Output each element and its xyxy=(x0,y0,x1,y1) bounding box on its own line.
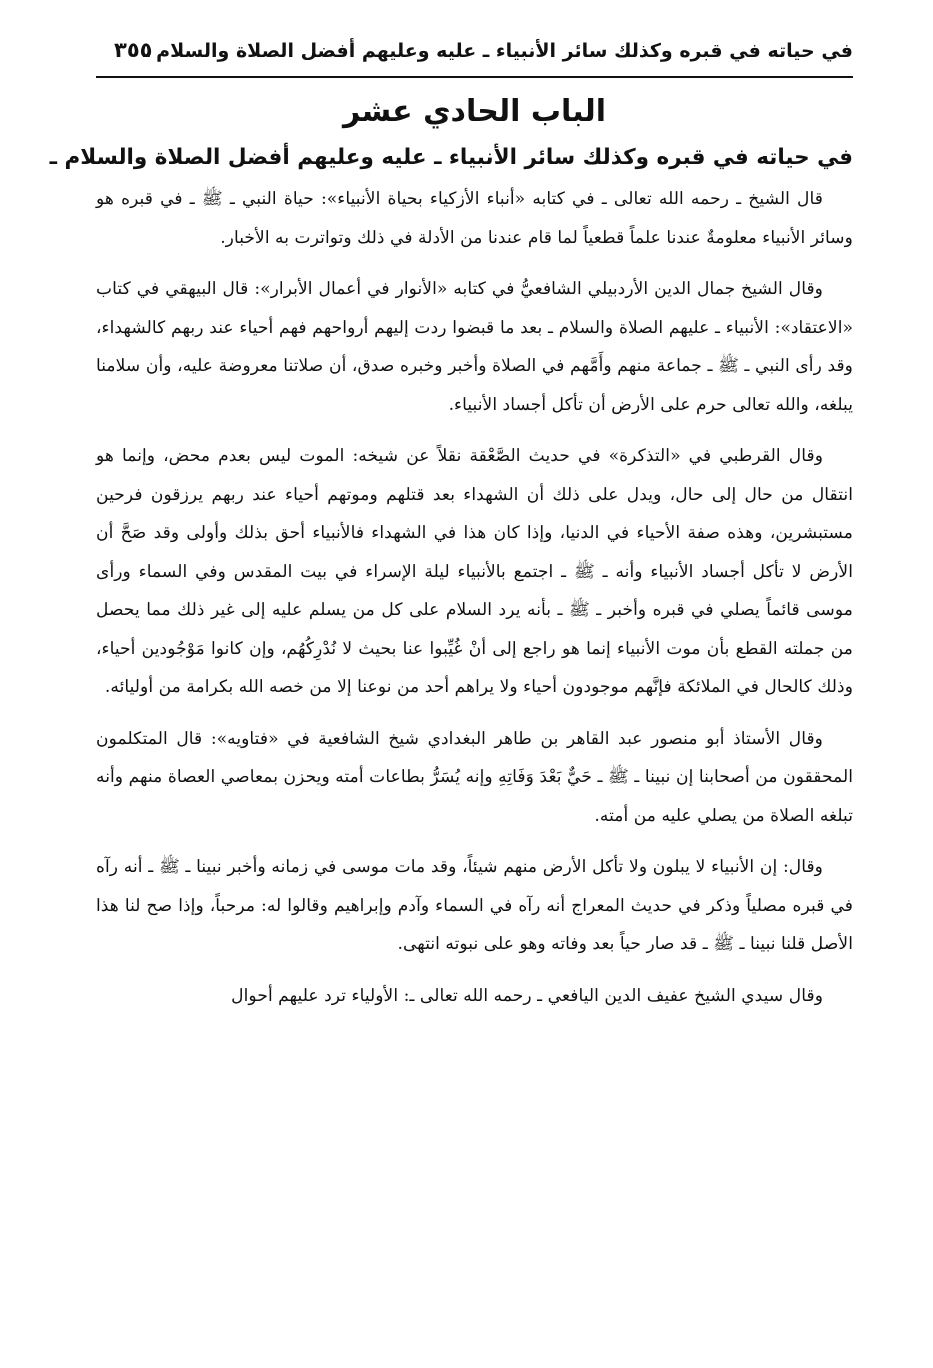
body-text xyxy=(96,180,853,1015)
running-header xyxy=(96,34,853,78)
paragraph: وقال القرطبي في «التذكرة» في حديث الصَّعْقة نقلاً عن شيخه: الموت ليس بعدم محض، وإنما هو انتقال من حال إلى حال، ويدل على ذلك أن الشهداء بعد قتلهم وموتهم أحياء عند ربهم يرزقون فرحين مستبشرين، وهذه صفة الأحياء في الدنيا، وإذا كان هذا في الشهداء فالأنبياء أحق بذلك وأولى وقد صَحَّ أن الأرض لا تأكل أجساد الأنبياء وأنه ـ ﷺ ـ اجتمع بالأنبياء ليلة الإسراء في بيت المقدس وفي السماء ورأى موسى قائماً يصلي في قبره وأخبر ـ ﷺ ـ بأنه يرد السلام على كل من يسلم عليه إلى غير ذلك مما يحصل من جملته القطع بأن موت الأنبياء إنما هو راجع إلى أنْ غُيِّبوا عنا بحيث لا نُدْرِكُهُم، وإن كانوا مَوْجُودين أحياء، وذلك كالحال في الملائكة فإنَّهم موجودون أحياء ولا يراهم أحد من نوعنا إلا من خصه الله بكرامة من أوليائه. xyxy=(96,446,853,697)
chapter-subtitle: في حياته في قبره وكذلك سائر الأنبياء ـ عليه وعليهم أفضل الصلاة والسلام ـ xyxy=(49,145,853,170)
paragraph: وقال سيدي الشيخ عفيف الدين اليافعي ـ رحمه الله تعالى ـ: الأولياء ترد عليهم أحوال xyxy=(231,985,823,1006)
chapter-title: الباب الحادي عشر xyxy=(342,94,607,129)
paragraph: وقال: إن الأنبياء لا يبلون ولا تأكل الأرض منهم شيئاً، وقد مات موسى في زمانه وأخبر نبينا ـ ﷺ ـ أنه رآه في قبره مصلياً وذكر في حديث المعراج أنه رآه في السماء وآدم وإبراهيم وقالوا له: مرحباً، وإذا صح لنا هذا الأصل قلنا نبينا ـ ﷺ ـ قد صار حياً بعد وفاته وهو على نبوته انتهى. xyxy=(96,857,853,954)
paragraph: وقال الشيخ جمال الدين الأردبيلي الشافعيُّ في كتابه «الأنوار في أعمال الأبرار»: قال البيهقي في كتاب «الاعتقاد»: الأنبياء ـ عليهم الصلاة والسلام ـ بعد ما قبضوا ردت إليهم أرواحهم فهم أحياء عند ربهم كالشهداء، وقد رأى النبي ـ ﷺ ـ جماعة منهم وأَمَّهم في الصلاة وأخبر وخبره صدق، أن صلاتنا معروضة عليه، وأن سلامنا يبلغه، والله تعالى حرم على الأرض أن تأكل أجساد الأنبياء. xyxy=(96,279,853,415)
running-title: في حياته في قبره وكذلك سائر الأنبياء ـ عليه وعليهم أفضل الصلاة والسلام ـ xyxy=(143,40,853,62)
page-number: ٣٥٥ xyxy=(114,38,153,62)
paragraph: قال الشيخ ـ رحمه الله تعالى ـ في كتابه «أنباء الأزكياء بحياة الأنبياء»: حياة النبي ـ ﷺ ـ في قبره هو وسائر الأنبياء معلومةٌ عندنا علماً قطعياً لما قام عندنا من الأدلة في ذلك وتواترت به الأخبار. xyxy=(96,189,853,248)
paragraph: وقال الأستاذ أبو منصور عبد القاهر بن طاهر البغدادي شيخ الشافعية في «فتاويه»: قال المتكلمون المحققون من أصحابنا إن نبينا ـ ﷺ ـ حَيٌّ بَعْدَ وَفَاتِهِ وإنه يُسَرُّ بطاعات أمته ويحزن بمعاصي العصاة منهم وأنه تبلغه الصلاة من يصلي عليه من أمته. xyxy=(96,728,853,826)
